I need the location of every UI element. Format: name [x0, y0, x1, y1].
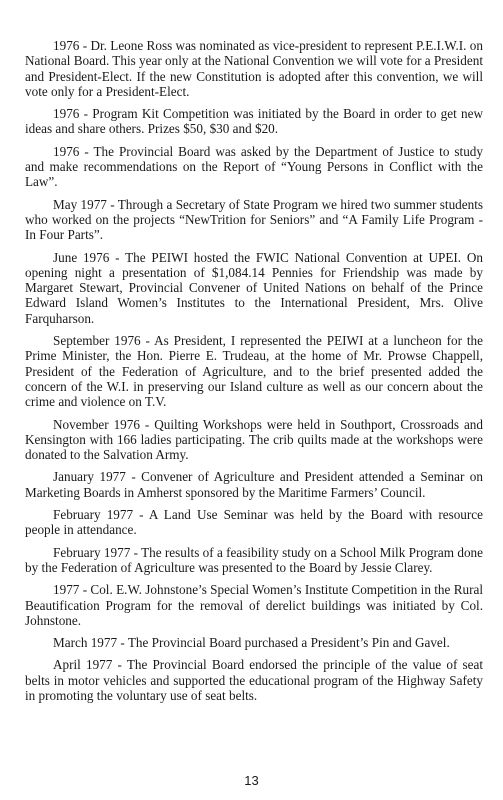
paragraph-national-convention: June 1976 - The PEIWI hosted the FWIC National Convention at UPEI. On opening night a presentation of $1,084.14 Pennies for Friendship was made by Margaret Stewart, Provincial Convener of United Nations on behalf of the Prince Edward Island Women’s Institutes to the International President, Mrs. Olive Farquharson. [25, 249, 483, 326]
paragraph-beautification-competition: 1977 - Col. E.W. Johnstone’s Special Women’s Institute Competition in the Rural Beautification Program for the removal of derelict buildings was initiated by Col. Johnstone. [25, 582, 483, 628]
paragraph-program-kit: 1976 - Program Kit Competition was initiated by the Board in order to get new ideas and share others. Prizes $50, $30 and $20. [25, 106, 483, 137]
paragraph-quilting-workshops: November 1976 - Quilting Workshops were held in Southport, Crossroads and Kensington with 166 ladies participating. The crib quilts made at the workshops were donated to the Salvation Army. [25, 416, 483, 463]
paragraph-land-use-seminar: February 1977 - A Land Use Seminar was held by the Board with resource people in attendance. [25, 507, 483, 538]
paragraph-pin-and-gavel: March 1977 - The Provincial Board purchased a President’s Pin and Gavel. [53, 635, 450, 651]
paragraph-school-milk-study: February 1977 - The results of a feasibility study on a School Milk Program done by the Federation of Agriculture was presented to the Board by Jessie Clarey. [25, 544, 483, 575]
paragraph-marketing-seminar: January 1977 - Convener of Agriculture and President attended a Seminar on Marketing Boards in Amherst sponsored by the Maritime Farmers’ Council. [25, 469, 483, 500]
paragraph-justice-report: 1976 - The Provincial Board was asked by the Department of Justice to study and make recommendations on the Report of “Young Persons in Conflict with the Law”. [25, 143, 483, 190]
paragraph-seat-belts: April 1977 - The Provincial Board endorsed the principle of the value of seat belts in motor vehicles and supported the educational program of the Highway Safety in promoting the voluntary use of seat belts. [25, 657, 483, 703]
paragraph-program-kit-1: 1976 - Dr. Leone Ross was nominated as vice-president to represent P.E.I.W.I. on National Board. This year only at the National Convention we will vote for a President and President-Elect. If the new Constitution is adopted after this convention, we will vote only for a President-Elect. [25, 38, 483, 99]
page-number: 13 [244, 773, 259, 788]
paragraph-summer-students: May 1977 - Through a Secretary of State Program we hired two summer students who worked on the projects “NewTrition for Seniors” and “A Family Life Program - In Four Parts”. [25, 196, 483, 243]
page-body [25, 38, 483, 710]
paragraph-prime-minister-luncheon: September 1976 - As President, I represented the PEIWI at a luncheon for the Prime Minister, the Hon. Pierre E. Trudeau, at the home of Mr. Prowse Chappell, President of the Federation of Agriculture, and to the brief presented added the concern of the W.I. in preserving our Island culture as well as our concern about the crime and violence on T.V. [25, 333, 483, 410]
